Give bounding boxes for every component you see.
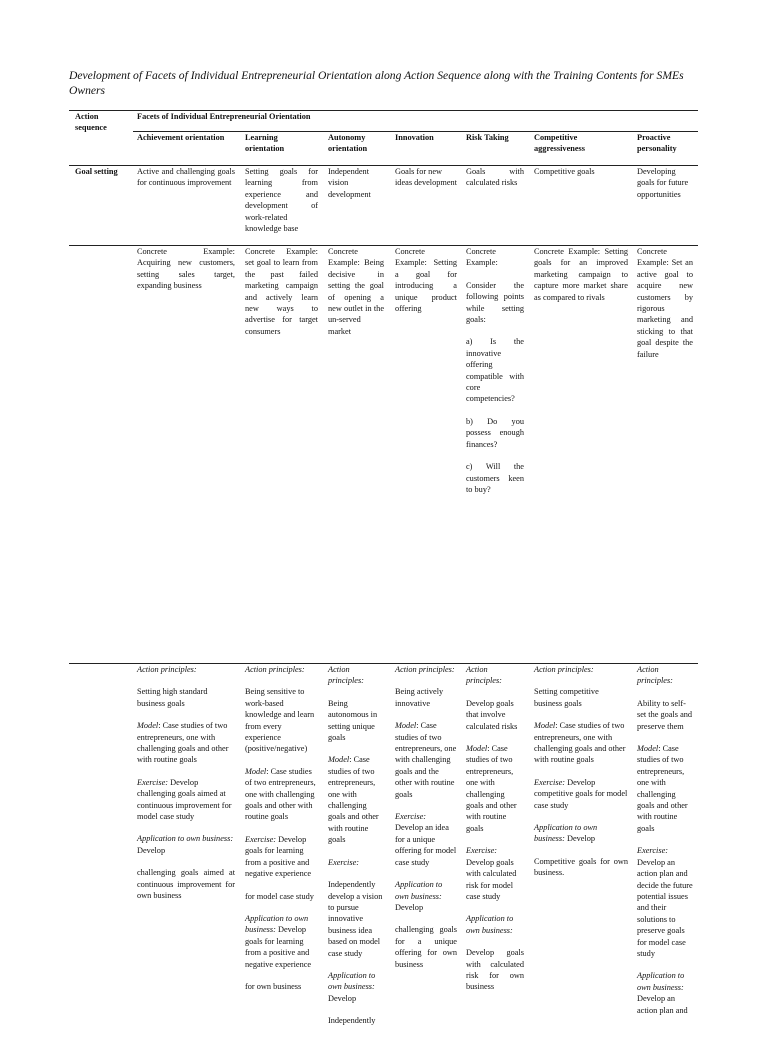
proact-application-label: Application to own business: [637,971,685,992]
auto-action-principles-text: Being autonomous in setting unique goals [328,698,378,743]
header-achievement-orientation: Achievement orientation [137,133,225,142]
comp-exercise-text: Develop competitive goals for model case study [534,777,628,810]
example-cell-proactive: Concrete Example: Set an active goal to acquire new customers by rigorous marketing and sticking to that goal despite the failure [637,247,693,359]
learn-exercise-text-2: for model case study [245,891,314,901]
learn-action-principles-text: Being sensitive to work-based knowledge and learn from every experience (positive/negative) [245,687,315,754]
innov-exercise-text: Develop an idea for a unique offering for model case study [395,823,457,867]
innov-application-text: Develop [395,902,424,912]
learn-model-label: Model [245,766,267,776]
goal-cell-competitive: Competitive goals [534,167,595,176]
ach-application-text-2: challenging goals aimed at continuous improvement for own business [137,868,235,901]
comp-exercise-label: Exercise: [534,777,566,787]
proact-action-principles-label: Action principles: [637,665,673,686]
example-cell-autonomy: Concrete Example: Being decisive in setting the goal of opening a new outlet in the un-served market [328,247,384,336]
goal-cell-learning: Setting goals for learning from experience and development of work-related knowledge base [245,167,318,234]
risk-example-point-a: a) Is the innovative offering compatible with core competencies? [466,337,524,404]
risk-application-label: Application to own business: [466,914,514,935]
learn-application-text-2: for own business [245,981,302,991]
auto-model-text: : Case studies of two entrepreneurs, one with challenging goals and other with routine goals [328,755,379,845]
principles-cell-autonomy [328,664,385,1038]
proact-exercise-label: Exercise: [637,846,669,856]
risk-example-point-c: c) Will the customers keen to buy? [466,462,524,494]
ach-action-principles-label: Action principles: [137,665,197,674]
innov-exercise-label: Exercise: [395,812,427,822]
example-cell-innovation: Concrete Example: Setting a goal for introducing a unique product offering [395,247,457,314]
proact-action-principles-text: Ability to self-set the goals and preserve them [637,698,693,731]
innov-application-label: Application to own business: [395,880,443,901]
risk-action-principles-text: Develop goals that involve calculated risks [466,698,518,731]
learn-action-principles-label: Action principles: [245,665,305,674]
ach-application-label: Application to own business: [137,834,234,844]
goal-cell-proactive: Developing goals for future opportunities [637,167,689,199]
example-cell-learning: Concrete Example: set goal to learn from the past failed marketing campaign and actively learn new ways to advertise for target consumers [245,247,318,336]
header-action-sequence: Action sequence [75,112,107,133]
header-proactive-personality: Proactive personality [637,133,677,154]
ach-application-text: Develop [137,845,166,855]
risk-exercise-text: Develop goals with calculated risk for model case study [466,857,517,901]
header-risk-taking: Risk Taking [466,133,509,142]
auto-action-principles-label: Action principles: [328,665,364,686]
table-caption: Development of Facets of Individual Entrepreneurial Orientation along Action Sequence along with the Training Contents for SMEs Owners [69,69,684,97]
ach-exercise-label: Exercise: [137,777,169,787]
learn-application-text: Develop goals for learning from a positive and negative experience [245,925,312,969]
goal-cell-achievement: Active and challenging goals for continuous improvement [137,167,235,188]
innov-model-text: : Case studies of two entrepreneurs, one with challenging goals and the other with routine goals [395,721,457,799]
risk-example-consider: Consider the following points while setting goals: [466,280,524,325]
goal-cell-risk: Goals with calculated risks [466,167,524,188]
header-facets: Facets of Individual Entrepreneurial Orientation [137,112,311,121]
proact-exercise-text: Develop an action plan and decide the future potential issues and their solutions to preserve goals for model case study [637,857,693,958]
proact-model-label: Model [637,744,659,754]
header-competitive-aggressiveness: Competitive aggressiveness [534,133,586,154]
principles-cell-learning [245,664,318,1003]
example-cell-competitive: Concrete Example: Setting goals for an improved marketing campaign to capture more market share as compared to rivals [534,247,628,302]
auto-model-label: Model [328,755,350,765]
innov-action-principles-text: Being actively innovative [395,687,444,708]
principles-cell-proactive [637,664,693,1027]
comp-application-text-2: Competitive goals for own business. [534,856,628,878]
goal-cell-innovation: Goals for new ideas development [395,167,457,188]
risk-model-label: Model [466,744,488,754]
auto-exercise-label: Exercise: [328,857,360,867]
principles-cell-innovation [395,664,457,981]
comp-application-label: Application to own business: [534,823,598,844]
example-cell-achievement: Concrete Example: Acquiring new customers, setting sales target, expanding business [137,247,235,291]
risk-model-text: : Case studies of two entrepreneurs, one with challenging goals and other with routine goals [466,744,517,833]
risk-exercise-label: Exercise: [466,846,498,856]
innov-action-principles-label: Action principles: [395,665,455,674]
learn-model-text: : Case studies of two entrepreneurs, one with challenging goals and other with routine goals [245,766,316,822]
auto-application-label: Application to own business: [328,970,376,992]
risk-example-point-b: b) Do you possess enough finances? [466,416,524,449]
header-autonomy-orientation: Autonomy orientation [328,133,368,154]
header-learning-orientation: Learning orientation [245,133,285,154]
ach-exercise-text: Develop challenging goals aimed at continuous improvement for model case study [137,777,232,822]
ach-model-text: : Case studies of two entrepreneurs, one with challenging goals and other with routine goals [137,721,229,765]
goal-cell-autonomy: Independent vision development [328,167,371,199]
comp-action-principles-text: Setting competitive business goals [534,687,599,708]
auto-exercise-text: Independently develop a vision to pursue innovative business idea based on model case study [328,880,383,958]
comp-application-text: Develop [564,834,596,844]
comp-action-principles-label: Action principles: [534,665,594,674]
learn-exercise-label: Exercise: [245,834,277,844]
header-innovation: Innovation [395,133,434,142]
innov-application-text-2: challenging goals for a unique offering for own business [395,925,457,969]
example-cell-risk [466,246,524,506]
risk-action-principles-label: Action principles: [466,665,502,686]
principles-cell-competitive [534,664,628,890]
principles-cell-achievement [137,664,235,913]
innov-model-label: Model [395,721,417,731]
proact-model-text: : Case studies of two entrepreneurs, one with challenging goals and other with routine goals [637,744,688,833]
comp-model-text: : Case studies of two entrepreneurs, one with challenging goals and other with routine goals [534,721,626,765]
risk-application-text: Develop goals with calculated risk for own business [466,948,524,992]
learn-exercise-text: Develop goals for learning from a positive and negative experience [245,834,312,879]
ach-model-label: Model [137,721,159,731]
proact-application-text: Develop an action plan and [637,994,688,1015]
row-label-goal-setting: Goal setting [75,167,118,176]
ach-action-principles-text: Setting high standard business goals [137,687,208,708]
learn-application-label: Application to own business: [245,913,309,935]
comp-model-label: Model [534,721,556,731]
auto-application-text-2: Independently [328,1016,376,1026]
principles-cell-risk [466,664,524,1004]
auto-application-text: Develop [328,993,357,1003]
risk-example-intro: Concrete Example: [466,247,498,268]
